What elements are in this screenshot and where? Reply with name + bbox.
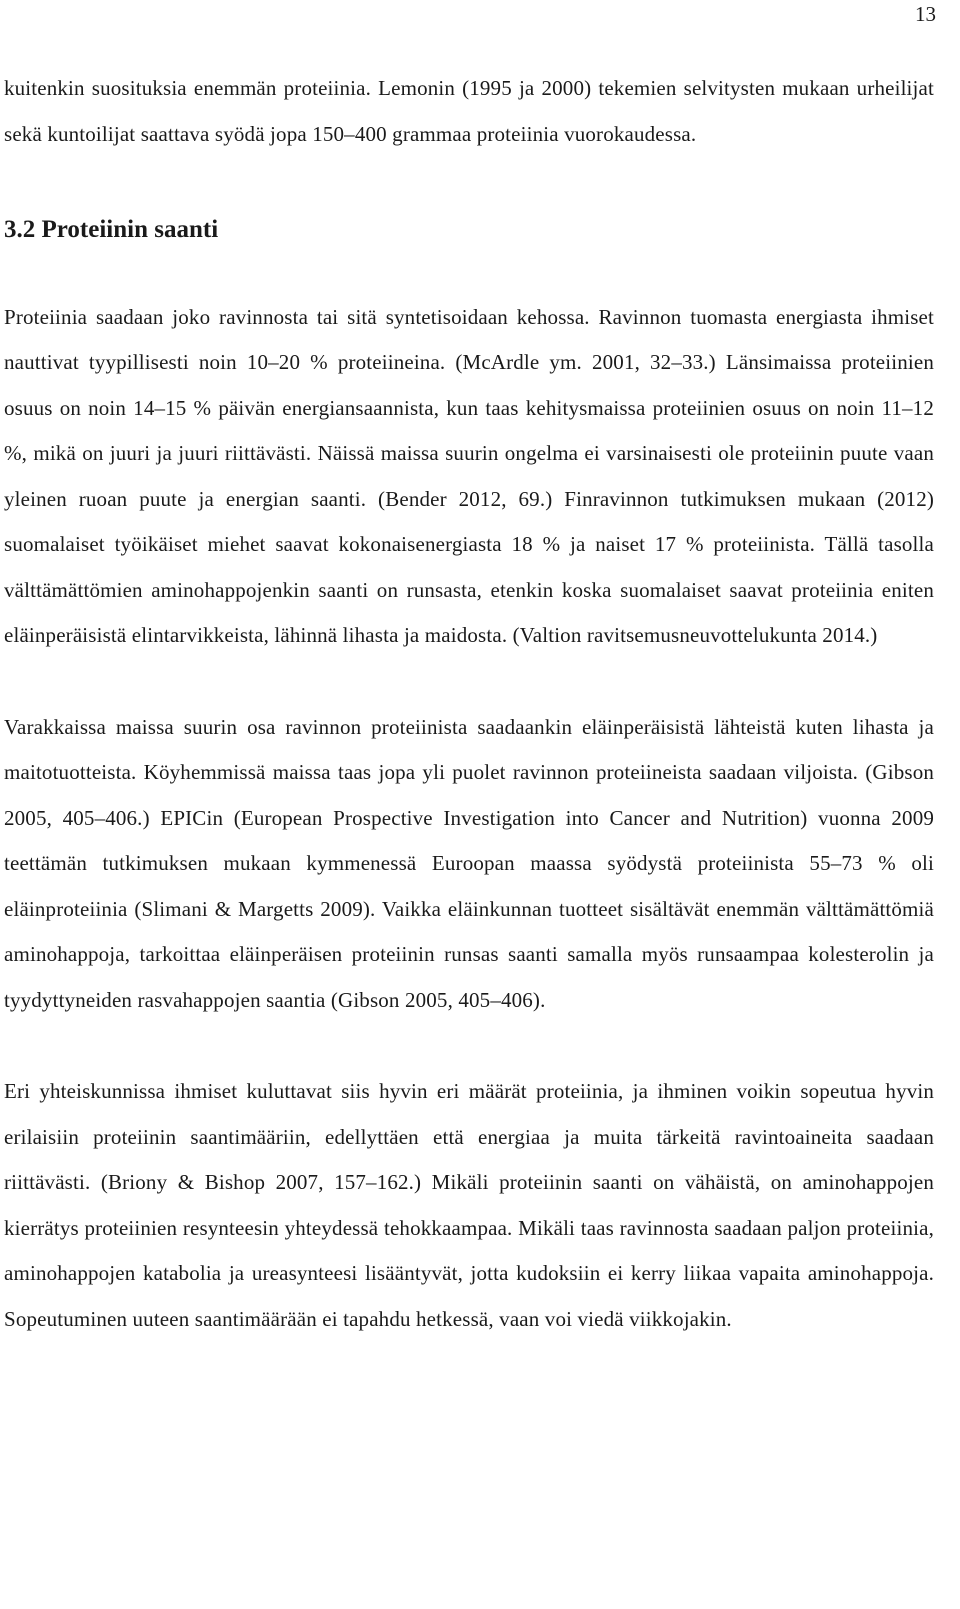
paragraph-adaptation: Eri yhteiskunnissa ihmiset kuluttavat siis hyvin eri määrät proteiinia, ja ihminen voikin sopeutua hyvin erilaisiin proteiinin saantimääriin, edellyttäen että energiaa ja muita tärkeitä ravintoaineita saadaan riittävästi. (Briony & Bishop 2007, 157–162.) Mikäli proteiinin saanti on vähäistä, on aminohappojen kierrätys proteiinien resynteesin yhteydessä tehokkaampaa. Mikäli taas ravinnosta saadaan paljon proteiinia, aminohappojen katabolia ja ureasynteesi lisääntyvät, jotta kudoksiin ei kerry liikaa vapaita aminohappoja. Sopeutuminen uuteen saantimäärään ei tapahdu hetkessä, vaan voi viedä viikkojakin. xyxy=(4,1079,934,1331)
section-heading: 3.2 Proteiinin saanti xyxy=(4,216,219,243)
document-body xyxy=(4,66,934,1342)
paragraph-protein-sources: Proteiinia saadaan joko ravinnosta tai sitä syntetisoidaan kehossa. Ravinnon tuomasta energiasta ihmiset nauttivat tyypillisesti noin 10–20 % proteiineina. (McArdle ym. 2001, 32–33.) Länsimaissa proteiinien osuus on noin 14–15 % päivän energiansaannista, kun taas kehitysmaissa proteiinien osuus on noin 11–12 %, mikä on juuri ja juuri riittävästi. Näissä maissa suurin ongelma ei varsinaisesti ole proteiinin puute vaan yleinen ruoan puute ja energian saanti. (Bender 2012, 69.) Finravinnon tutkimuksen mukaan (2012) suomalaiset työikäiset miehet saavat kokonaisenergiasta 18 % ja naiset 17 % proteiinista. Tällä tasolla välttämättömien aminohappojenkin saanti on runsasta, etenkin koska suomalaiset saavat proteiinia eniten eläinperäisistä elintarvikkeista, lähinnä lihasta ja maidosta. (Valtion ravitsemusneuvottelukunta 2014.) xyxy=(4,304,934,647)
page-number: 13 xyxy=(915,2,936,26)
paragraph-wealthy-countries: Varakkaissa maissa suurin osa ravinnon proteiinista saadaankin eläinperäisistä lähteistä kuten lihasta ja maitotuotteista. Köyhemmissä maissa taas jopa yli puolet ravinnon proteiineista saadaan viljoista. (Gibson 2005, 405–406.) EPICin (European Prospective Investigation into Cancer and Nutrition) vuonna 2009 teettämän tutkimuksen mukaan kymmenessä Euroopan maassa syödystä proteiinista 55–73 % oli eläinproteiinia (Slimani & Margetts 2009). Vaikka eläinkunnan tuotteet sisältävät enemmän välttämättömiä aminohappoja, tarkoittaa eläinperäisen proteiinin runsas saanti samalla myös runsaampaa kolesterolin ja tyydyttyneiden rasvahappojen saantia (Gibson 2005, 405–406). xyxy=(4,714,934,1012)
paragraph-continued: kuitenkin suosituksia enemmän proteiinia. Lemonin (1995 ja 2000) tekemien selvitysten mukaan urheilijat sekä kuntoilijat saattava syödä jopa 150–400 grammaa proteiinia vuorokaudessa. xyxy=(4,76,934,146)
